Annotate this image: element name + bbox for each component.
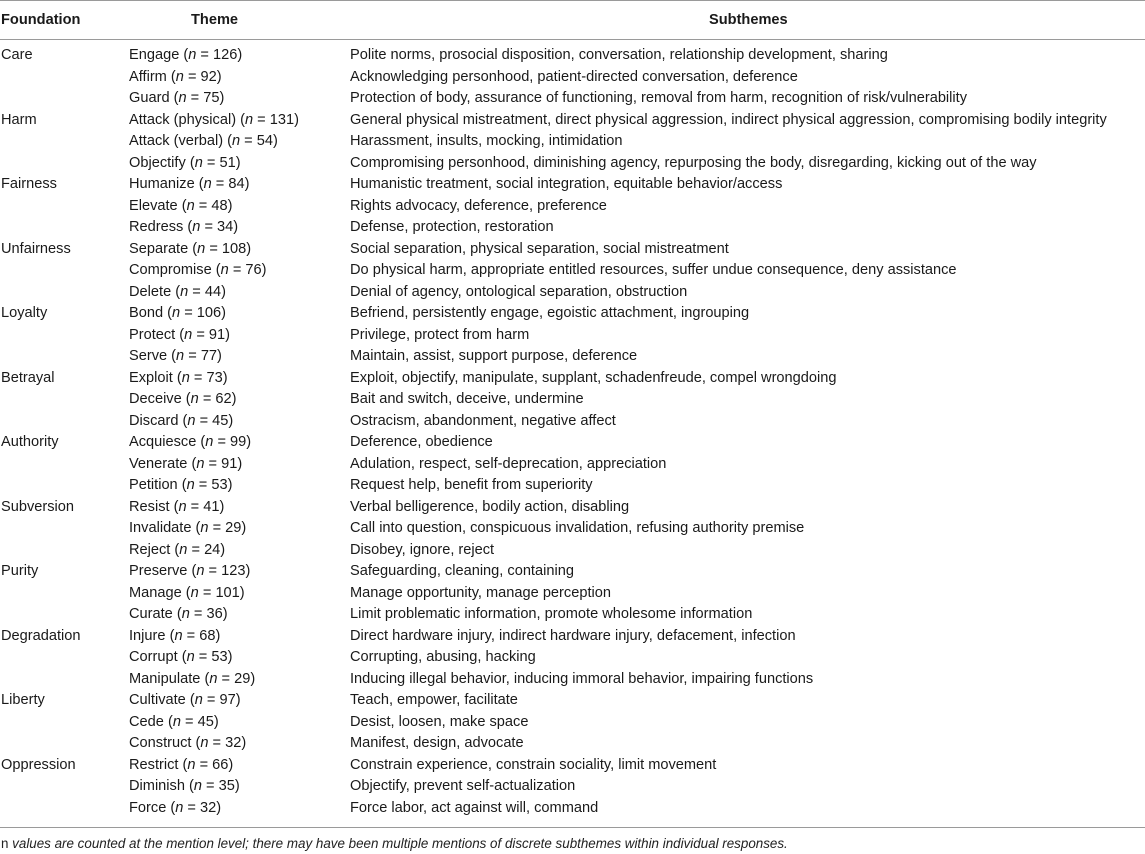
cell-theme: Injure (n = 68) <box>129 627 221 644</box>
theme-count: 53 <box>211 477 228 493</box>
table-row <box>0 110 1145 132</box>
table-row <box>0 755 1145 777</box>
header-foundation: Foundation <box>0 1 120 40</box>
theme-name: Cultivate <box>129 692 186 708</box>
cell-subthemes: Limit problematic information, promote wholesome information <box>350 606 753 622</box>
table-row <box>0 174 1145 196</box>
cell-subthemes: Verbal belligerence, bodily action, disabling <box>350 498 630 515</box>
cell-theme: Exploit (n = 73) <box>129 369 228 386</box>
header-row <box>0 1 1145 40</box>
cell-theme: Cultivate (n = 97) <box>129 692 241 708</box>
cell-theme: Invalidate (n = 29) <box>129 520 247 536</box>
theme-count: 51 <box>219 154 236 171</box>
cell-subthemes: Force labor, act against will, command <box>350 799 599 816</box>
theme-name: Attack (verbal) <box>129 133 224 149</box>
theme-count: 54 <box>256 133 273 149</box>
theme-name: Cede <box>129 713 164 730</box>
cell-foundation: Fairness <box>1 176 57 192</box>
table-row <box>0 325 1145 347</box>
cell-theme: Attack (verbal) (n = 54) <box>129 133 278 149</box>
cell-theme: Resist (n = 41) <box>129 498 225 515</box>
cell-subthemes: Defense, protection, restoration <box>350 219 554 235</box>
theme-count: 108 <box>221 240 247 257</box>
cell-subthemes: Request help, benefit from superiority <box>350 477 593 493</box>
theme-count: 91 <box>221 455 238 472</box>
cell-foundation <box>0 454 120 476</box>
table-row <box>0 475 1145 497</box>
cell-subthemes: Safeguarding, cleaning, containing <box>350 563 574 579</box>
cell-foundation: Harm <box>1 111 37 128</box>
cell-theme: Manipulate (n = 29) <box>129 670 256 687</box>
cell-theme: Separate (n = 108) <box>129 240 252 257</box>
cell-foundation <box>0 733 120 755</box>
table-row <box>0 776 1145 798</box>
table-row <box>0 368 1145 390</box>
cell-subthemes: Call into question, conspicuous invalidation, refusing authority premise <box>350 520 805 536</box>
theme-name: Diminish <box>129 778 185 794</box>
cell-foundation: Authority <box>1 434 59 450</box>
cell-subthemes: Denial of agency, ontological separation, obstruction <box>350 283 688 300</box>
theme-count: 24 <box>204 541 221 558</box>
cell-theme: Venerate (n = 91) <box>129 455 243 472</box>
theme-count: 35 <box>218 778 235 794</box>
cell-foundation <box>0 196 120 218</box>
theme-count: 101 <box>215 584 240 601</box>
cell-foundation <box>0 583 120 605</box>
theme-count: 34 <box>217 219 234 235</box>
theme-count: 84 <box>228 176 245 192</box>
theme-count: 44 <box>204 283 222 300</box>
theme-count: 123 <box>221 563 246 579</box>
theme-count: 77 <box>200 348 218 364</box>
table-row <box>0 733 1145 755</box>
theme-name: Bond <box>129 305 164 321</box>
cell-foundation <box>0 776 120 798</box>
theme-name: Deceive <box>129 391 182 407</box>
theme-name: Serve <box>129 348 168 364</box>
cell-theme: Attack (physical) (n = 131) <box>129 111 299 128</box>
table-row <box>0 583 1145 605</box>
theme-name: Corrupt <box>129 649 178 665</box>
theme-count: 106 <box>196 305 222 321</box>
table-row <box>0 153 1145 175</box>
cell-theme: Discard (n = 45) <box>129 412 234 429</box>
cell-foundation <box>0 260 120 282</box>
header-subthemes: Subthemes <box>350 1 1145 40</box>
table-row <box>0 196 1145 218</box>
cell-foundation <box>0 346 120 368</box>
cell-foundation <box>0 389 120 411</box>
cell-subthemes: Manage opportunity, manage perception <box>350 584 611 601</box>
table-row <box>0 712 1145 734</box>
cell-foundation: Degradation <box>1 627 81 644</box>
table-row <box>0 561 1145 583</box>
cell-theme: Deceive (n = 62) <box>129 391 237 407</box>
theme-count: 68 <box>199 627 216 644</box>
theme-name: Discard <box>129 412 179 429</box>
cell-theme: Protect (n = 91) <box>129 326 231 343</box>
footnote-text: values are counted at the mention level; there may have been multiple mentions of discrete subthemes within individual responses. <box>8 836 788 851</box>
table-body <box>0 40 1145 826</box>
cell-theme: Affirm (n = 92) <box>129 68 222 85</box>
cell-foundation <box>0 518 120 540</box>
table-row <box>0 497 1145 519</box>
cell-theme: Humanize (n = 84) <box>129 176 250 192</box>
table-row <box>0 131 1145 153</box>
cell-foundation <box>0 540 120 562</box>
header-theme: Theme <box>120 1 350 40</box>
cell-subthemes: Manifest, design, advocate <box>350 735 524 751</box>
theme-name: Guard <box>129 90 170 106</box>
theme-name: Elevate <box>129 197 178 214</box>
table-row <box>0 669 1145 691</box>
cell-subthemes: Harassment, insults, mocking, intimidation <box>350 133 623 149</box>
footnote-lead: n <box>1 836 9 851</box>
table-row <box>0 217 1145 239</box>
theme-name: Humanize <box>129 176 195 192</box>
cell-theme: Construct (n = 32) <box>129 735 247 751</box>
theme-name: Reject <box>129 541 171 558</box>
table-row <box>0 798 1145 826</box>
theme-name: Delete <box>129 283 172 300</box>
cell-theme: Reject (n = 24) <box>129 541 226 558</box>
cell-subthemes: Acknowledging personhood, patient-directed conversation, deference <box>350 68 798 85</box>
theme-name: Manipulate <box>129 670 201 687</box>
cell-subthemes: Compromising personhood, diminishing agency, repurposing the body, disregarding, kicking out of the way <box>350 154 1037 171</box>
cell-subthemes: General physical mistreatment, direct physical aggression, indirect physical aggression, compromising bodily integrity <box>350 111 1107 128</box>
cell-subthemes: Desist, loosen, make space <box>350 713 529 730</box>
table-row <box>0 454 1145 476</box>
cell-subthemes: Ostracism, abandonment, negative affect <box>350 412 616 429</box>
cell-foundation <box>0 475 120 497</box>
cell-subthemes: Disobey, ignore, reject <box>350 541 495 558</box>
cell-foundation <box>0 282 120 304</box>
theme-count: 53 <box>211 649 228 665</box>
theme-name: Compromise <box>129 262 212 278</box>
table-row <box>0 239 1145 261</box>
theme-name: Engage <box>129 47 180 63</box>
table-row <box>0 540 1145 562</box>
theme-name: Preserve <box>129 563 188 579</box>
footnote-divider <box>0 827 1145 828</box>
table-row <box>0 411 1145 433</box>
theme-count: 66 <box>212 756 229 773</box>
theme-count: 126 <box>213 47 238 63</box>
cell-subthemes: Direct hardware injury, indirect hardware injury, defacement, infection <box>350 627 796 644</box>
cell-theme: Elevate (n = 48) <box>129 197 233 214</box>
cell-theme: Compromise (n = 76) <box>129 262 267 278</box>
cell-foundation: Betrayal <box>1 369 55 386</box>
cell-theme: Manage (n = 101) <box>129 584 245 601</box>
cell-subthemes: Constrain experience, constrain sociality, limit movement <box>350 756 717 773</box>
table-row <box>0 67 1145 89</box>
theme-name: Construct <box>129 735 192 751</box>
table-row <box>0 432 1145 454</box>
cell-foundation <box>0 411 120 433</box>
table-row <box>0 346 1145 368</box>
cell-subthemes: Adulation, respect, self-deprecation, appreciation <box>350 455 667 472</box>
cell-theme: Delete (n = 44) <box>129 283 226 300</box>
cell-subthemes: Do physical harm, appropriate entitled resources, suffer undue consequence, deny assistance <box>350 262 957 278</box>
theme-count: 36 <box>206 606 223 622</box>
theme-count: 76 <box>245 262 262 278</box>
cell-subthemes: Objectify, prevent self-actualization <box>350 778 576 794</box>
cell-foundation <box>0 604 120 626</box>
theme-count: 73 <box>206 369 223 386</box>
theme-name: Injure <box>129 627 166 644</box>
theme-count: 131 <box>269 111 295 128</box>
theme-name: Acquiesce <box>129 434 197 450</box>
cell-subthemes: Privilege, protect from harm <box>350 326 530 343</box>
cell-foundation <box>0 798 120 826</box>
theme-name: Restrict <box>129 756 179 773</box>
cell-foundation <box>0 712 120 734</box>
theme-count: 97 <box>219 692 236 708</box>
theme-name: Invalidate <box>129 520 192 536</box>
theme-count: 48 <box>211 197 228 214</box>
cell-foundation <box>0 669 120 691</box>
table-row <box>0 389 1145 411</box>
table-row <box>0 303 1145 325</box>
theme-count: 32 <box>225 735 242 751</box>
theme-name: Separate <box>129 240 189 257</box>
theme-count: 29 <box>225 520 242 536</box>
theme-name: Force <box>129 799 167 816</box>
table-row <box>0 260 1145 282</box>
table-row <box>0 40 1145 67</box>
table-row <box>0 88 1145 110</box>
cell-subthemes: Befriend, persistently engage, egoistic attachment, ingrouping <box>350 305 750 321</box>
theme-count: 45 <box>197 713 214 730</box>
cell-theme: Redress (n = 34) <box>129 219 239 235</box>
cell-theme: Acquiesce (n = 99) <box>129 434 252 450</box>
footnote <box>1 836 788 851</box>
cell-theme: Diminish (n = 35) <box>129 778 240 794</box>
cell-theme: Cede (n = 45) <box>129 713 219 730</box>
cell-foundation: Oppression <box>1 756 76 773</box>
theme-name: Affirm <box>129 68 167 85</box>
theme-count: 32 <box>200 799 217 816</box>
cell-theme: Objectify (n = 51) <box>129 154 241 171</box>
table-header <box>0 1 1145 40</box>
cell-theme: Preserve (n = 123) <box>129 563 251 579</box>
cell-subthemes: Teach, empower, facilitate <box>350 692 518 708</box>
cell-subthemes: Bait and switch, deceive, undermine <box>350 391 584 407</box>
cell-foundation <box>0 88 120 110</box>
cell-theme: Engage (n = 126) <box>129 47 243 63</box>
cell-subthemes: Exploit, objectify, manipulate, supplant, schadenfreude, compel wrongdoing <box>350 369 837 386</box>
theme-name: Exploit <box>129 369 173 386</box>
cell-theme: Guard (n = 75) <box>129 90 225 106</box>
cell-subthemes: Protection of body, assurance of functioning, removal from harm, recognition of risk/vulnerability <box>350 90 968 106</box>
cell-foundation <box>0 153 120 175</box>
cell-foundation <box>0 217 120 239</box>
theme-name: Attack (physical) <box>129 111 237 128</box>
cell-subthemes: Corrupting, abusing, hacking <box>350 649 536 665</box>
theme-name: Manage <box>129 584 182 601</box>
cell-subthemes: Social separation, physical separation, social mistreatment <box>350 240 729 257</box>
theme-name: Redress <box>129 219 184 235</box>
cell-foundation <box>0 67 120 89</box>
cell-foundation: Unfairness <box>1 240 71 257</box>
theme-name: Venerate <box>129 455 188 472</box>
cell-theme: Corrupt (n = 53) <box>129 649 233 665</box>
theme-count: 99 <box>230 434 247 450</box>
cell-foundation <box>0 325 120 347</box>
cell-theme: Bond (n = 106) <box>129 305 227 321</box>
theme-count: 45 <box>212 412 229 429</box>
cell-foundation: Liberty <box>1 692 45 708</box>
theme-count: 75 <box>203 90 220 106</box>
cell-theme: Force (n = 32) <box>129 799 222 816</box>
table-row <box>0 626 1145 648</box>
theme-count: 29 <box>234 670 251 687</box>
theme-name: Petition <box>129 477 178 493</box>
table-row <box>0 647 1145 669</box>
theme-name: Resist <box>129 498 170 515</box>
cell-subthemes: Deference, obedience <box>350 434 493 450</box>
table-row <box>0 604 1145 626</box>
cell-foundation <box>0 131 120 153</box>
cell-subthemes: Polite norms, prosocial disposition, conversation, relationship development, sharing <box>350 47 888 63</box>
cell-foundation: Care <box>1 47 33 63</box>
theme-count: 91 <box>208 326 226 343</box>
cell-foundation: Purity <box>1 563 39 579</box>
cell-subthemes: Rights advocacy, deference, preference <box>350 197 607 214</box>
cell-foundation: Subversion <box>1 498 75 515</box>
cell-theme: Curate (n = 36) <box>129 606 228 622</box>
cell-foundation: Loyalty <box>1 305 48 321</box>
cell-theme: Serve (n = 77) <box>129 348 222 364</box>
cell-theme: Restrict (n = 66) <box>129 756 234 773</box>
theme-count: 62 <box>215 391 232 407</box>
table-row <box>0 518 1145 540</box>
cell-subthemes: Humanistic treatment, social integration, equitable behavior/access <box>350 176 783 192</box>
table-row <box>0 690 1145 712</box>
cell-subthemes: Inducing illegal behavior, inducing immoral behavior, impairing functions <box>350 670 814 687</box>
cell-foundation <box>0 647 120 669</box>
table-row <box>0 282 1145 304</box>
theme-count: 92 <box>200 68 217 85</box>
cell-theme: Petition (n = 53) <box>129 477 233 493</box>
cell-subthemes: Maintain, assist, support purpose, deference <box>350 348 638 364</box>
theme-name: Protect <box>129 326 176 343</box>
theme-name: Objectify <box>129 154 186 171</box>
theme-name: Curate <box>129 606 173 622</box>
theme-count: 41 <box>203 498 220 515</box>
